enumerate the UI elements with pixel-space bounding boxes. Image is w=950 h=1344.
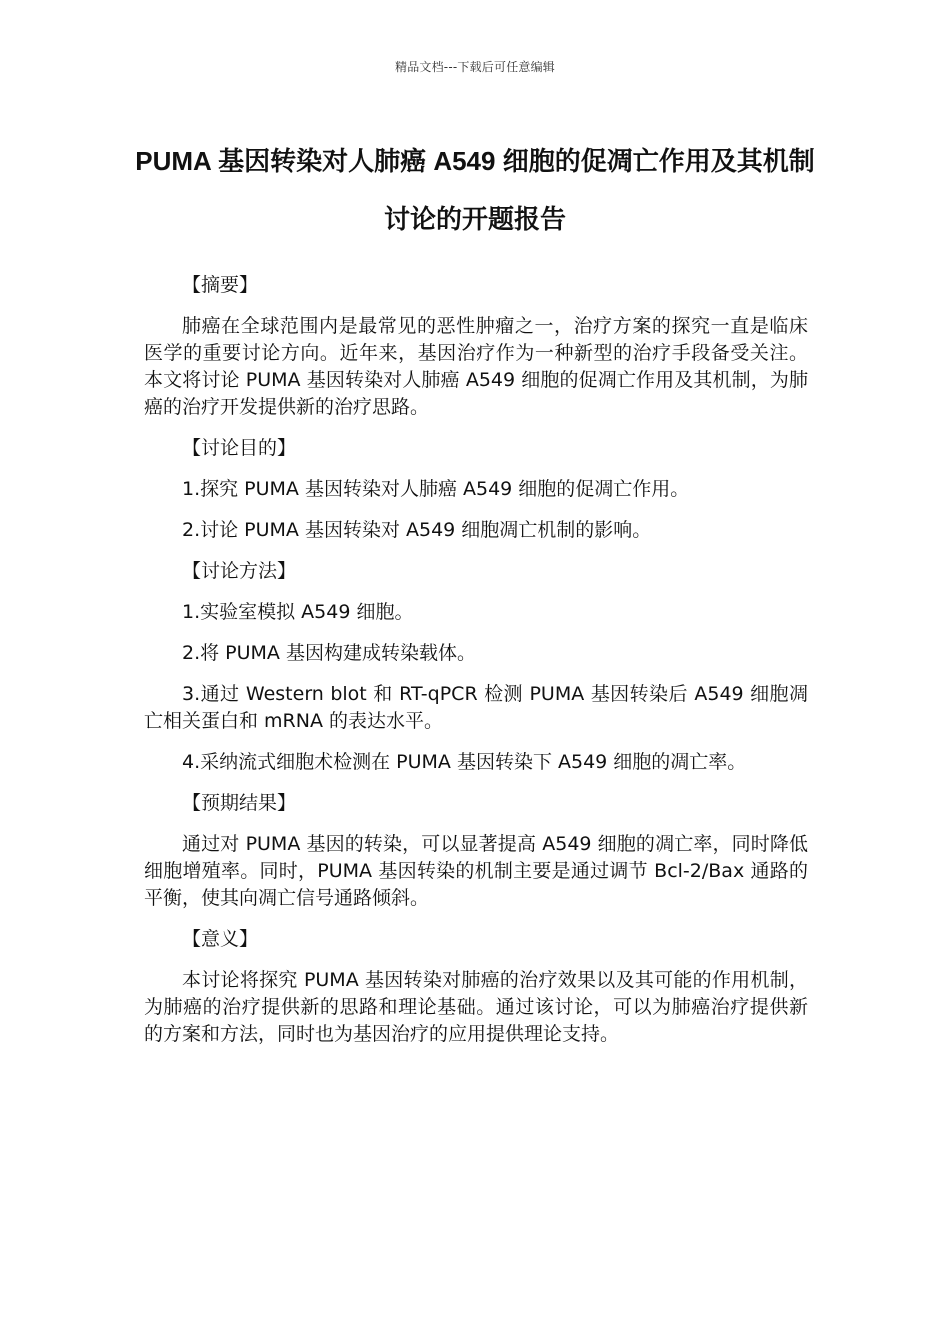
result-text: 通过对 PUMA 基因的转染，可以显著提高 A549 细胞的凋亡率，同时降低细胞增殖率。同时，PUMA 基因转染的机制主要是通过调节 Bcl-2/Bax 通路的平衡，使其向凋亡信号通路倾斜。 (144, 833, 808, 909)
purpose-item-1: 1.探究 PUMA 基因转染对人肺癌 A549 细胞的促凋亡作用。 (182, 478, 690, 500)
method-item-3: 3.通过 Western blot 和 RT-qPCR 检测 PUMA 基因转染后 A549 细胞凋亡相关蛋白和 mRNA 的表达水平。 (144, 683, 808, 732)
purpose-heading: 【讨论目的】 (182, 437, 297, 459)
abstract-heading: 【摘要】 (182, 274, 259, 296)
abstract-text: 肺癌在全球范围内是最常见的恶性肿瘤之一，治疗方案的探究一直是临床医学的重要讨论方向。近年来，基因治疗作为一种新型的治疗手段备受关注。本文将讨论 PUMA 基因转染对人肺癌 A549 细胞的促凋亡作用及其机制，为肺癌的治疗开发提供新的治疗思路。 (144, 315, 808, 418)
result-heading: 【预期结果】 (182, 792, 297, 814)
header-note: 精品文档---下载后可任意编辑 (395, 60, 555, 74)
document-body (144, 272, 808, 1062)
method-heading: 【讨论方法】 (182, 560, 297, 582)
document-title: PUMA 基因转染对人肺癌 A549 细胞的促凋亡作用及其机制讨论的开题报告 (135, 146, 815, 234)
purpose-item-2: 2.讨论 PUMA 基因转染对 A549 细胞凋亡机制的影响。 (182, 519, 652, 541)
significance-heading: 【意义】 (182, 928, 259, 950)
method-item-2: 2.将 PUMA 基因构建成转染载体。 (182, 642, 476, 664)
method-item-1: 1.实验室模拟 A549 细胞。 (182, 601, 414, 623)
method-item-4: 4.采纳流式细胞术检测在 PUMA 基因转染下 A549 细胞的凋亡率。 (182, 751, 747, 773)
significance-text: 本讨论将探究 PUMA 基因转染对肺癌的治疗效果以及其可能的作用机制，为肺癌的治疗提供新的思路和理论基础。通过该讨论，可以为肺癌治疗提供新的方案和方法，同时也为基因治疗的应用提供理论支持。 (144, 969, 808, 1045)
